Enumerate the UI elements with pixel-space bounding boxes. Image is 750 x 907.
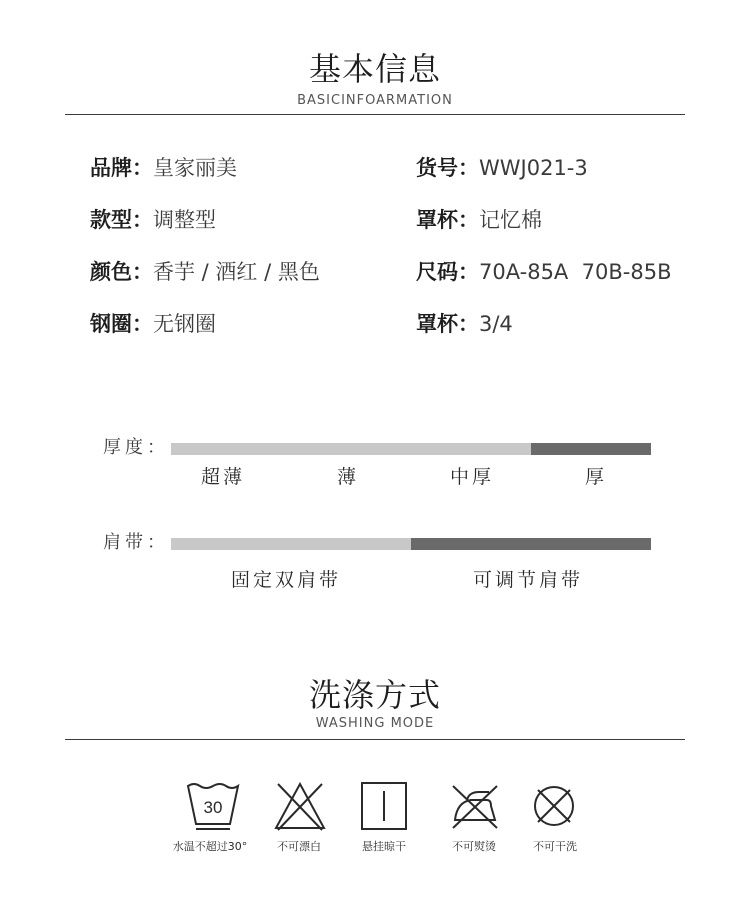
thickness-bar-fill [531, 443, 651, 455]
info-value-item-no: WWJ021-3 [479, 156, 588, 180]
thickness-label: 厚度： [103, 437, 169, 458]
wash-30-icon [184, 780, 242, 832]
hang-dry-icon [360, 781, 408, 831]
info-value-brand: 皇家丽美 [153, 156, 237, 180]
care-caption: 不可漂白 [277, 840, 321, 853]
basic-info-title: 基本信息 [308, 50, 441, 88]
info-key-brand: 品牌： [90, 156, 153, 180]
info-row [416, 256, 671, 286]
info-value-cup-coverage: 3/4 [479, 312, 513, 336]
info-row [90, 308, 216, 338]
info-value-size: 70A-85A 70B-85B [479, 260, 672, 284]
wash-temperature: 30 [203, 798, 223, 817]
basic-info-divider [65, 114, 685, 115]
thickness-bar-track [171, 443, 531, 455]
info-key-color: 颜色： [90, 260, 153, 284]
washing-title: 洗涤方式 [308, 676, 441, 714]
info-row [416, 308, 513, 338]
info-row [416, 152, 588, 182]
info-value-cup: 记忆棉 [479, 208, 542, 232]
care-caption: 悬挂晾干 [362, 840, 406, 853]
strap-tick: 可调节肩带 [472, 569, 583, 591]
info-value-style: 调整型 [153, 208, 216, 232]
thickness-tick: 薄 [336, 466, 359, 488]
strap-label: 肩带： [103, 532, 169, 553]
thickness-bar [171, 443, 651, 455]
strap-tick: 固定双肩带 [230, 569, 341, 591]
thickness-tick: 厚 [584, 466, 607, 488]
washing-subtitle: WASHING MODE [315, 716, 435, 731]
info-row [90, 204, 216, 234]
no-dry-clean-icon [532, 784, 576, 828]
care-caption: 水温不超过30° [172, 840, 248, 853]
info-key-cup: 罩杯： [416, 208, 479, 232]
info-row [416, 204, 542, 234]
care-caption: 不可干洗 [533, 840, 577, 853]
info-key-item-no: 货号： [416, 156, 479, 180]
no-bleach-icon [273, 780, 327, 832]
care-caption: 不可熨烫 [452, 840, 496, 853]
info-value-wire: 无钢圈 [153, 312, 216, 336]
thickness-tick: 超薄 [200, 466, 245, 488]
no-iron-icon [449, 780, 501, 832]
info-key-style: 款型： [90, 208, 153, 232]
info-row [90, 256, 320, 286]
basic-info-subtitle: BASICINFOARMATION [297, 93, 453, 108]
info-key-size: 尺码： [416, 260, 479, 284]
washing-divider [65, 739, 685, 740]
thickness-tick: 中厚 [449, 466, 494, 488]
info-key-wire: 钢圈： [90, 312, 153, 336]
strap-bar-fill [411, 538, 651, 550]
strap-bar-track [171, 538, 411, 550]
info-value-color: 香芋 / 酒红 / 黑色 [153, 260, 320, 284]
info-key-cup-coverage: 罩杯： [416, 312, 479, 336]
strap-bar [171, 538, 651, 550]
info-row [90, 152, 237, 182]
